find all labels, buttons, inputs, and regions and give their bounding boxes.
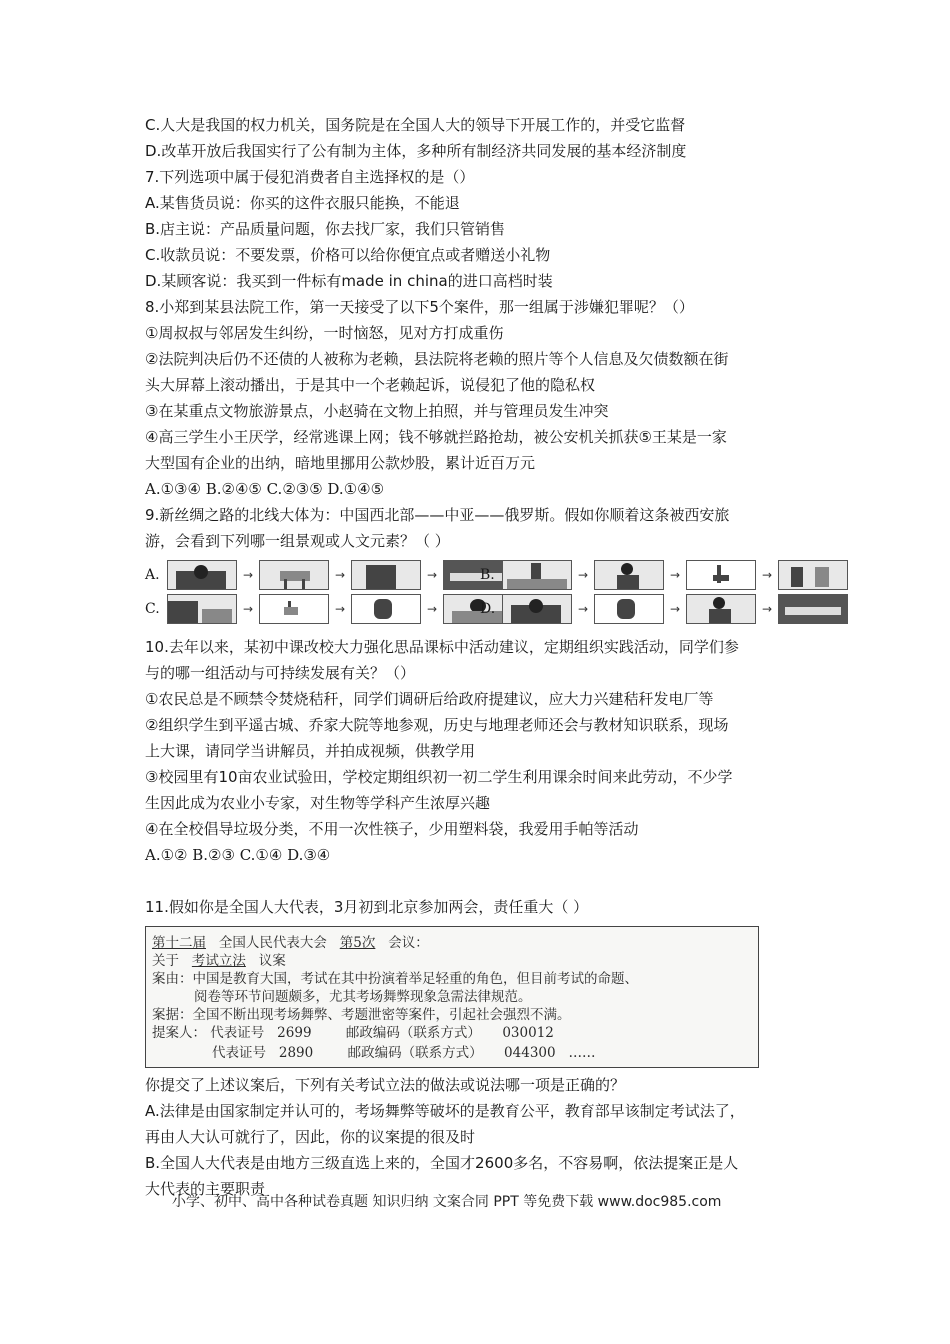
proposal-reason: 案由：中国是教育大国，考试在其中扮演着举足轻重的角色，但目前考试的命题、 [152, 971, 638, 987]
q9-row-c [145, 594, 513, 624]
mosque-image [167, 560, 237, 590]
arrow-icon: → [426, 568, 438, 582]
dragon-image [594, 594, 664, 624]
q9-image-options [145, 558, 810, 628]
q10-line: 上大课，请同学当讲解员，并拍成视频，供教学用 [145, 742, 476, 760]
dancers-image [778, 560, 848, 590]
q11-option-a-cont: 再由人大认可就行了，因此，你的议案提的很及时 [145, 1128, 476, 1146]
q9-row-b [480, 560, 848, 590]
proposal-rep-1: 提案人： 代表证号 2699 邮政编码（联系方式） 030012 [152, 1025, 554, 1041]
q8-line: ①周叔叔与邻居发生纠纷，一时恼怒，见对方打成重伤 [145, 324, 504, 342]
arrow-icon: → [577, 568, 589, 582]
q10-line: ③校园里有10亩农业试验田，学校定期组织初一初二学生利用课余时间来此劳动，不少学 [145, 768, 733, 786]
q9-label-a: A. [145, 567, 160, 583]
q10-options: A.①② B.②③ C.①④ D.③④ [145, 846, 331, 864]
proposal-basis: 案据：全国不断出现考场舞弊、考题泄密等案件，引起社会强烈不满。 [152, 1007, 571, 1023]
arrow-icon: → [242, 602, 254, 616]
q9-label-c: C. [145, 601, 160, 617]
arrow-icon: → [334, 568, 346, 582]
mountain-image [351, 560, 421, 590]
dragon-image [351, 594, 421, 624]
q9-row-d [480, 594, 848, 624]
q10-line: ①农民总是不顾禁令焚烧秸秆，同学们调研后给政府提建议，应大力兴建秸秆发电厂等 [145, 690, 714, 708]
cliff-image [167, 594, 237, 624]
q9-row-a [145, 560, 513, 590]
pagoda-image [502, 560, 572, 590]
q8-line: ②法院判决后仍不还债的人被称为老赖，县法院将老赖的照片等个人信息及欠债数额在街 [145, 350, 729, 368]
q7-option-d: D.某顾客说：我买到一件标有made in china的进口高档时装 [145, 272, 553, 290]
q8-line: ④高三学生小王厌学，经常逃课上网；钱不够就拦路抢劫，被公安机关抓获⑤王某是一家 [145, 428, 727, 446]
giraffe-image [686, 560, 756, 590]
q10-line: ②组织学生到平遥古城、乔家大院等地参观，历史与地理老师还会与教材知识联系，现场 [145, 716, 729, 734]
ballet-image [778, 594, 848, 624]
q8-line: ③在某重点文物旅游景点，小赵骑在文物上拍照，并与管理员发生冲突 [145, 402, 609, 420]
figure-image [594, 560, 664, 590]
question-9: 9.新丝绸之路的北线大体为：中国西北部——中亚——俄罗斯。假如你顺着这条被西安旅 [145, 506, 730, 524]
arrow-icon: → [761, 602, 773, 616]
q7-option-a: A.某售货员说：你买的这件衣服只能换，不能退 [145, 194, 460, 212]
q7-option-b: B.店主说：产品质量问题，你去找厂家，我们只管销售 [145, 220, 506, 238]
q10-line: 生因此成为农业小专家，对生物等学科产生浓厚兴趣 [145, 794, 491, 812]
document-page [145, 112, 810, 1202]
question-7: 7.下列选项中属于侵犯消费者自主选择权的是（） [145, 168, 475, 186]
camel-image [259, 560, 329, 590]
q8-line: 头大屏幕上滚动播出，于是其中一个老赖起诉，说侵犯了他的隐私权 [145, 376, 596, 394]
q8-line: 大型国有企业的出纳，暗地里挪用公款炒股，累计近百万元 [145, 454, 536, 472]
arrow-icon: → [669, 568, 681, 582]
option-line: D.改革开放后我国实行了公有制为主体，多种所有制经济共同发展的基本经济制度 [145, 142, 687, 160]
proposal-rep-2: 代表证号 2890 邮政编码（联系方式） 044300 …… [212, 1045, 596, 1061]
question-10-cont: 与的哪一组活动与可持续发展有关？（） [145, 664, 416, 682]
question-11: 11.假如你是全国人大代表，3月初到北京参加两会，责任重大（ ） [145, 898, 589, 916]
proposal-scan [145, 926, 759, 1068]
q9-label-d: D. [480, 601, 496, 617]
q9-label-b: B. [480, 567, 495, 583]
option-line: C.人大是我国的权力机关，国务院是在全国人大的领导下开展工作的，并受它监督 [145, 116, 686, 134]
arrow-icon: → [669, 602, 681, 616]
proposal-reason-cont: 阅卷等环节问题颇多，尤其考场舞弊现象急需法律规范。 [194, 989, 532, 1005]
arrow-icon: → [577, 602, 589, 616]
figure-image [686, 594, 756, 624]
proposal-row-2: 关于 考试立法 议案 [152, 953, 286, 969]
page-footer: 小学、初中、高中各种试卷真题 知识归纳 文案合同 PPT 等免费下载 www.doc985.com [172, 1194, 722, 1210]
arrow-icon: → [426, 602, 438, 616]
mosque-image [502, 594, 572, 624]
q11-option-a: A.法律是由国家制定并认可的，考场舞弊等破坏的是教育公平，教育部早该制定考试法了， [145, 1102, 745, 1120]
proposal-row-1: 第十二届 全国人民代表大会 第5次 会议： [152, 935, 429, 951]
q11-option-b-cont: 大代表的主要职责 [145, 1180, 266, 1198]
q10-line: ④在全校倡导垃圾分类，不用一次性筷子，少用塑料袋，我爱用手帕等活动 [145, 820, 639, 838]
question-10: 10.去年以来，某初中课改校大力强化思品课标中活动建议，定期组织实践活动，同学们参 [145, 638, 739, 656]
arrow-icon: → [761, 568, 773, 582]
arrow-icon: → [334, 602, 346, 616]
q11-after: 你提交了上述议案后，下列有关考试立法的做法或说法哪一项是正确的？ [145, 1076, 626, 1094]
q8-options: A.①③④ B.②④⑤ C.②③⑤ D.①④⑤ [145, 480, 385, 498]
ostrich-image [259, 594, 329, 624]
arrow-icon: → [242, 568, 254, 582]
question-8: 8.小郑到某县法院工作，第一天接受了以下5个案件，那一组属于涉嫌犯罪呢？（） [145, 298, 694, 316]
q11-option-b: B.全国人大代表是由地方三级直选上来的，全国才2600多名，不容易啊，依法提案正是人 [145, 1154, 739, 1172]
q7-option-c: C.收款员说：不要发票，价格可以给你便宜点或者赠送小礼物 [145, 246, 551, 264]
question-9-cont: 游，会看到下列哪一组景观或人文元素？（ ） [145, 532, 450, 550]
